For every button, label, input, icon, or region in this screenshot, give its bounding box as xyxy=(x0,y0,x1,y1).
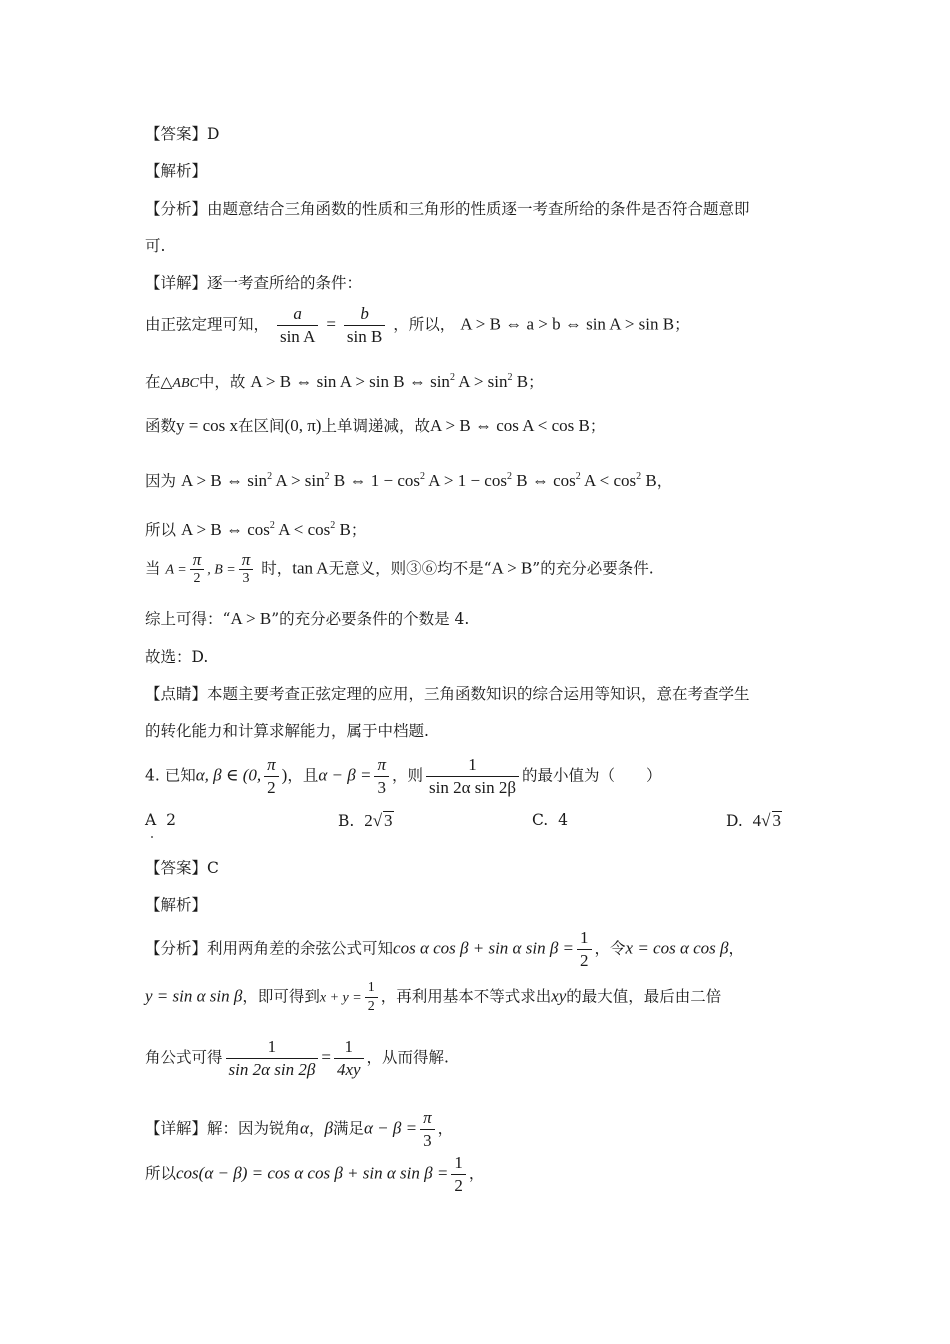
fraction-1-over-2 xyxy=(365,980,378,1015)
text: 的最大值，最后由二倍 xyxy=(566,987,722,1006)
text: ， xyxy=(728,939,745,958)
fraction-1-over-2 xyxy=(577,928,592,971)
expr: B xyxy=(335,520,351,539)
question-4-stem xyxy=(145,755,662,798)
fraction-pi-over-3 xyxy=(239,552,254,587)
text: ； xyxy=(674,315,690,334)
expression: A > B xyxy=(491,558,533,578)
denominator: sin 2α sin 2β xyxy=(429,778,516,797)
numerator: a xyxy=(277,304,318,326)
text: 利用两角差的余弦公式可知 xyxy=(207,939,394,958)
interval: (0, π) xyxy=(284,416,322,435)
expr: xy xyxy=(551,986,567,1006)
text: 本题主要考查正弦定理的应用，三角函数知识的综合运用等知识，意在考查学生 xyxy=(207,685,750,703)
fenxi-line-1 xyxy=(145,198,750,220)
analysis-tag: 【解析】 xyxy=(145,162,208,180)
expr: β xyxy=(324,1118,333,1138)
expr: , B = xyxy=(207,562,236,578)
detail-2-line-1 xyxy=(145,1108,453,1151)
numerator: 1 xyxy=(226,1037,319,1059)
when-line xyxy=(145,552,654,587)
expression xyxy=(181,471,657,490)
expr: α xyxy=(300,1118,309,1138)
fraction-pi-over-3 xyxy=(374,755,389,798)
sup: 2 xyxy=(330,520,336,531)
triangle-name: ABC xyxy=(172,376,199,391)
fenxi-tag: 【分析】 xyxy=(145,939,208,958)
option-value: 2 xyxy=(166,811,176,829)
question-number: 4. xyxy=(145,766,160,785)
text: 时， xyxy=(261,559,293,578)
expression: A > B xyxy=(230,609,272,628)
denominator: sin 2α sin 2β xyxy=(228,1060,316,1079)
fenxi-2-line-1 xyxy=(145,928,744,971)
sqrt-icon: √ xyxy=(761,811,771,830)
expr: B ⇔ 1 − cos xyxy=(329,471,420,490)
expr: B ⇔ cos xyxy=(511,471,576,490)
equals: = xyxy=(321,1047,331,1067)
analysis-tag-2: 【解析】 xyxy=(145,896,208,914)
triangle-line xyxy=(145,367,544,395)
text: 角公式可得 xyxy=(145,1048,223,1067)
sup: 2 xyxy=(269,520,275,531)
choose-line: 故选：D. xyxy=(145,648,209,666)
numerator: π xyxy=(264,755,279,777)
expression xyxy=(181,520,351,539)
option-a[interactable] xyxy=(145,811,176,829)
expr: A < cos xyxy=(580,471,637,490)
text: ； xyxy=(350,521,367,539)
denominator: 2 xyxy=(367,999,375,1014)
numerator: π xyxy=(374,755,389,777)
dianjing-line-2: 的转化能力和计算求解能力，属于中档题. xyxy=(145,722,429,740)
because-line xyxy=(145,466,672,492)
detail-2-line-2 xyxy=(145,1153,484,1196)
fenxi-text: 由题意结合三角函数的性质和三角形的性质逐一考查所给的条件是否符合题意即 xyxy=(207,200,750,218)
expr: x + y = xyxy=(319,990,362,1006)
detail-tag: 【详解】 xyxy=(145,1119,208,1138)
expr: A > 1 − cos xyxy=(424,471,507,490)
denominator: 4xy xyxy=(336,1060,361,1079)
expr: y = sin α sin β xyxy=(145,986,243,1006)
sup: 2 xyxy=(324,471,330,482)
sup: 2 xyxy=(575,471,581,482)
expr: A > B ⇔ sin xyxy=(180,471,268,490)
text: 在区间 xyxy=(238,417,285,435)
so-line xyxy=(145,515,366,541)
denominator: 2 xyxy=(580,951,589,970)
expr: A = xyxy=(165,562,187,578)
text: ”的充分必要条件的个数是 4. xyxy=(271,610,470,628)
option-label: C. xyxy=(532,811,549,829)
expr: A > sin xyxy=(454,372,508,391)
sup: 2 xyxy=(506,471,512,482)
text: ，令 xyxy=(594,939,626,958)
denominator: 2 xyxy=(454,1176,463,1195)
fraction-pi-over-3 xyxy=(420,1108,435,1151)
fraction-pi-over-2 xyxy=(190,552,205,587)
fenxi-2-line-3 xyxy=(145,1037,449,1080)
text: 由正弦定理可知， xyxy=(145,315,270,334)
radicand: 3 xyxy=(384,811,393,830)
expression: A > B ⇔ cos A < cos B xyxy=(429,416,590,435)
option-b[interactable] xyxy=(338,811,394,831)
text: ， xyxy=(656,472,673,490)
fraction-1-over-sin2a-sin2b xyxy=(426,755,519,798)
denominator: sin B xyxy=(346,327,383,346)
text: 满足 xyxy=(332,1119,364,1138)
text: 综上可得：“ xyxy=(145,610,231,628)
answer-tag: 【答案】 xyxy=(145,859,208,877)
fraction-1-over-2 xyxy=(451,1153,466,1196)
denominator: 2 xyxy=(193,571,201,586)
expr: A > B ⇔ cos xyxy=(180,520,270,539)
radicand: 3 xyxy=(772,811,782,830)
text: 中，故 xyxy=(198,373,246,391)
numerator: 1 xyxy=(334,1037,364,1059)
expression: A > B ⇔ a > b ⇔ sin A > sin B xyxy=(460,314,675,334)
text: ，从而得解. xyxy=(366,1048,449,1067)
text: 的最小值为（ ） xyxy=(521,766,662,785)
expr: α − β = xyxy=(318,765,372,785)
expr: α − β = xyxy=(363,1118,418,1138)
detail-tag: 【详解】 xyxy=(145,274,208,292)
equals: = xyxy=(326,314,336,334)
option-a-dot xyxy=(151,836,153,838)
sup: 2 xyxy=(636,471,642,482)
denominator: 3 xyxy=(377,778,386,797)
expr: cos α cos β + sin α sin β = xyxy=(393,938,575,958)
sqrt-icon: √ xyxy=(372,811,383,830)
denominator: 2 xyxy=(267,778,276,797)
fenxi-line-2: 可. xyxy=(145,237,166,255)
denominator: sin A xyxy=(279,327,316,346)
text: 函数 xyxy=(145,417,177,435)
numerator: 1 xyxy=(426,755,519,777)
expr: B xyxy=(512,372,529,391)
numerator: π xyxy=(239,552,254,570)
text: 在△ xyxy=(145,373,173,391)
expr: B xyxy=(641,471,657,490)
sup: 2 xyxy=(267,471,273,482)
summary-line xyxy=(145,608,469,630)
sine-law-line xyxy=(145,304,690,347)
text: ，则 xyxy=(391,766,423,785)
answer-value: C xyxy=(207,859,219,877)
fraction-1-over-sin2a-sin2b xyxy=(226,1037,319,1080)
option-c[interactable] xyxy=(532,811,568,829)
expr: α, β ∈ (0, xyxy=(195,765,262,785)
answer-line-1 xyxy=(145,123,219,145)
text: ； xyxy=(589,417,606,435)
numerator: 1 xyxy=(451,1153,466,1175)
text: 所以 xyxy=(145,521,177,539)
text: ，所以， xyxy=(393,315,456,334)
text: 已知 xyxy=(164,766,196,785)
text: ， xyxy=(468,1164,485,1183)
fraction-pi-over-2 xyxy=(264,755,279,798)
coefficient: 4 xyxy=(752,811,762,830)
cos-monotone-line xyxy=(145,415,605,437)
fenxi-tag: 【分析】 xyxy=(145,200,208,218)
fraction-1-over-4xy xyxy=(334,1037,364,1080)
detail-line xyxy=(145,272,362,294)
fraction-a-over-sinA xyxy=(277,304,318,347)
dianjing-tag: 【点睛】 xyxy=(145,685,208,703)
text: 无意义，则③⑥均不是“ xyxy=(328,559,492,578)
text: ， xyxy=(437,1119,454,1138)
fenxi-2-line-2 xyxy=(145,980,721,1015)
expr: A > B ⇔ sin A > sin B ⇔ sin xyxy=(250,372,450,391)
expr: ) xyxy=(281,765,288,785)
text: ，即可得到 xyxy=(242,987,320,1006)
text: 解：因为锐角 xyxy=(207,1119,301,1138)
option-value xyxy=(364,811,393,830)
option-value: 4 xyxy=(558,811,568,829)
answer-line-2 xyxy=(145,857,219,879)
option-d[interactable] xyxy=(726,811,782,831)
text: ”的充分必要条件. xyxy=(532,559,654,578)
text: ， xyxy=(308,1119,325,1138)
numerator: b xyxy=(344,304,385,326)
numerator: π xyxy=(420,1108,435,1130)
text: ； xyxy=(528,373,544,391)
expression xyxy=(250,372,528,391)
expression: tan A xyxy=(292,558,329,578)
sup: 2 xyxy=(449,372,455,383)
expr: A > sin xyxy=(272,471,325,490)
option-label: B. xyxy=(338,812,355,830)
text: 当 xyxy=(145,559,161,578)
denominator: 3 xyxy=(423,1131,432,1150)
expr: A < cos xyxy=(274,520,331,539)
answer-value: D xyxy=(207,125,220,143)
sup: 2 xyxy=(419,471,425,482)
function: y = cos x xyxy=(176,416,239,435)
text: 上单调递减，故 xyxy=(321,417,430,435)
dianjing-line-1 xyxy=(145,683,750,705)
text: 所以 xyxy=(145,1164,177,1183)
text: ，且 xyxy=(287,766,319,785)
option-label: D. xyxy=(726,812,743,830)
expr: cos(α − β) = cos α cos β + sin α sin β = xyxy=(176,1163,449,1183)
option-label: A xyxy=(145,811,157,829)
numerator: 1 xyxy=(365,980,378,998)
option-value xyxy=(753,811,782,830)
denominator: 3 xyxy=(242,571,250,586)
answer-tag: 【答案】 xyxy=(145,125,208,143)
fraction-b-over-sinB xyxy=(344,304,385,347)
text: ，再利用基本不等式求出 xyxy=(380,987,552,1006)
sup: 2 xyxy=(507,372,513,383)
coefficient: 2 xyxy=(364,811,373,830)
detail-text: 逐一考查所给的条件： xyxy=(207,274,363,292)
numerator: π xyxy=(190,552,205,570)
text: 因为 xyxy=(145,472,177,490)
numerator: 1 xyxy=(577,928,592,950)
expr: x = cos α cos β xyxy=(625,938,729,958)
